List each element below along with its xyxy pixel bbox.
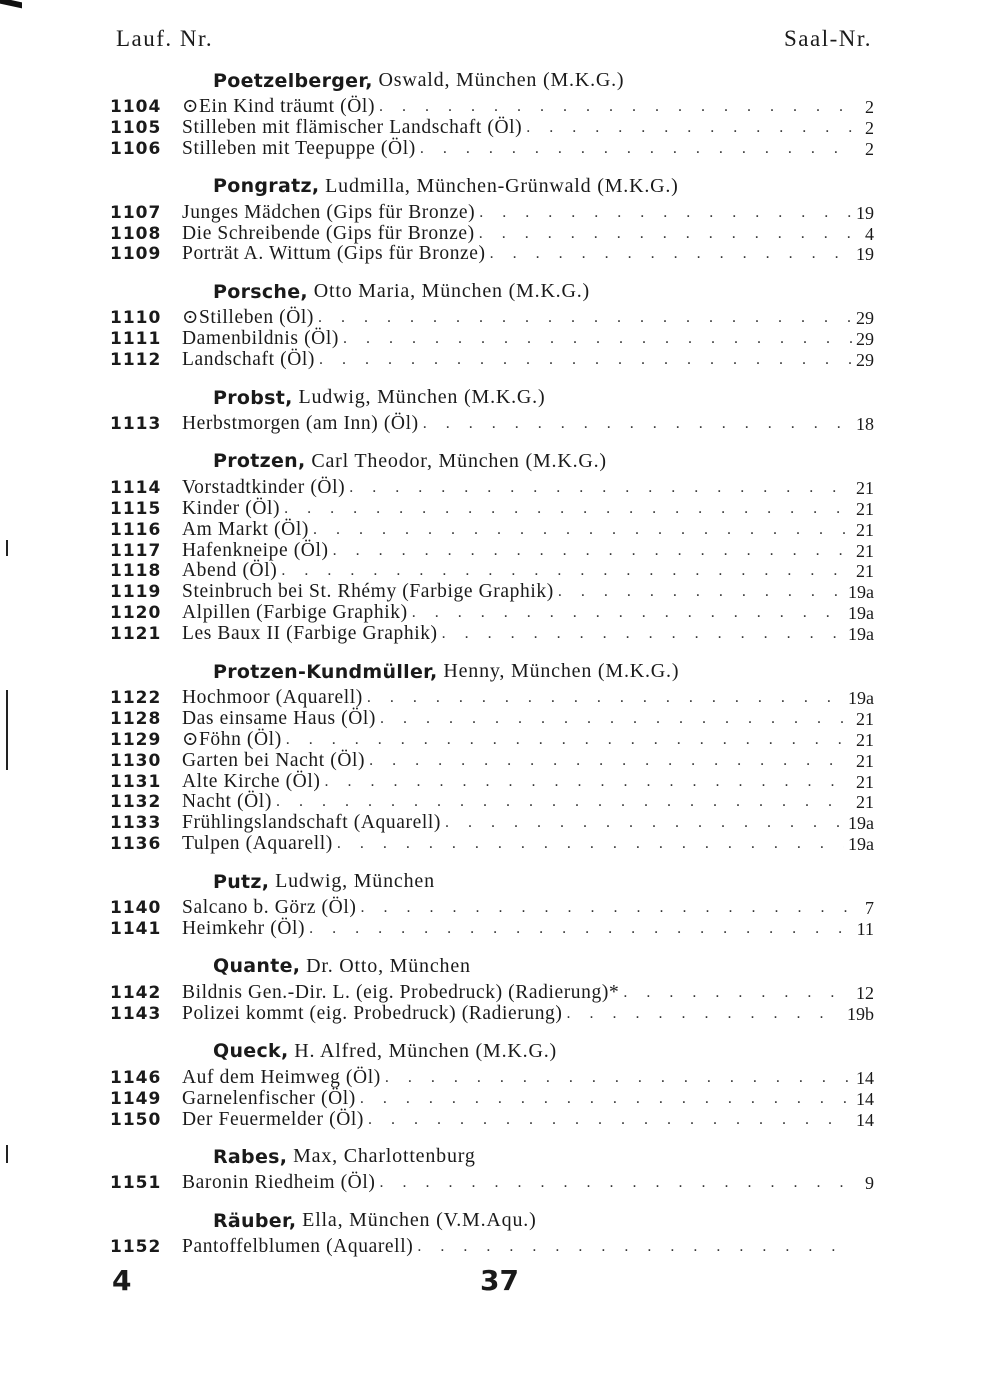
saal-number: 19a (848, 624, 874, 645)
entry-number: 1143 (110, 1003, 162, 1024)
entry-number: 1142 (110, 982, 162, 1003)
dot-leader (445, 813, 844, 834)
entry-title: ⊙Stilleben (Öl) (182, 307, 315, 329)
saal-number: 21 (856, 498, 874, 519)
catalog-entry (110, 203, 874, 224)
saal-nr-label: Saal-Nr. (783, 26, 872, 51)
dot-leader (526, 118, 854, 139)
saal-number: 21 (856, 750, 874, 771)
catalog-entry (110, 709, 874, 730)
dot-leader (276, 792, 852, 813)
artist-heading (110, 865, 874, 898)
scan-margin-mark (6, 690, 8, 770)
catalog-entry (110, 582, 874, 603)
catalog-entry (110, 329, 874, 350)
catalog-entry (110, 350, 874, 371)
entry-title: Bildnis Gen.-Dir. L. (eig. Probedruck) (Radierung)* (182, 981, 620, 1003)
dot-leader (360, 1089, 852, 1110)
catalog-entry (110, 414, 874, 435)
artist-details: H. Alfred, München (M.K.G.) (288, 1039, 557, 1062)
entry-number: 1128 (110, 708, 162, 729)
artist-heading (110, 64, 874, 97)
saal-number: 19 (856, 202, 874, 223)
entry-number: 1133 (110, 813, 162, 834)
entry-title: ⊙Föhn (Öl) (182, 728, 282, 750)
saal-number: 2 (865, 117, 874, 138)
entry-number: 1108 (110, 223, 162, 244)
entry-number: 1122 (110, 688, 162, 709)
entry-number: 1110 (110, 308, 162, 329)
catalog-entry (110, 499, 874, 520)
entry-number: 1119 (110, 582, 162, 603)
artist-heading (110, 381, 874, 414)
catalog-entry (110, 224, 874, 245)
dot-leader (318, 308, 852, 329)
catalog-entry (110, 97, 874, 118)
entry-title: Die Schreibende (Gips für Bronze) (182, 222, 475, 244)
entry-title: Der Feuermelder (Öl) (182, 1108, 365, 1130)
artist-details: Ludmilla, München-Grünwald (M.K.G.) (319, 174, 679, 197)
entry-number: 1115 (110, 498, 162, 519)
catalog-entry (110, 541, 874, 562)
catalog-entry (110, 688, 874, 709)
entry-title: Heimkehr (Öl) (182, 918, 306, 940)
catalog-entry (110, 603, 874, 624)
entry-number: 1116 (110, 519, 162, 540)
dot-leader (623, 983, 852, 1004)
dot-leader (412, 603, 844, 624)
artist-name: Pongratz, (213, 175, 320, 198)
artist-details: Max, Charlottenburg (287, 1145, 476, 1168)
dot-leader (337, 834, 844, 855)
entry-number: 1109 (110, 244, 162, 265)
artist-name: Poetzelberger, (213, 69, 373, 92)
entry-title: Garten bei Nacht (Öl) (182, 749, 366, 771)
entry-title: Kinder (Öl) (182, 497, 281, 519)
saal-number: 2 (865, 97, 874, 117)
entry-title: Stilleben mit Teepuppe (Öl) (182, 137, 416, 159)
catalog-entry (110, 1110, 874, 1131)
signature-mark: 4 (112, 1264, 132, 1297)
entry-title: Herbstmorgen (am Inn) (Öl) (182, 413, 419, 435)
dot-leader (319, 350, 852, 371)
saal-number: 14 (856, 1088, 874, 1109)
entry-title: Porträt A. Wittum (Gips für Bronze) (182, 243, 486, 265)
artist-name: Probst, (213, 386, 293, 409)
entry-number: 1117 (110, 540, 162, 561)
entry-title: Baronin Riedheim (Öl) (182, 1172, 376, 1194)
entry-number: 1131 (110, 771, 162, 792)
entry-number: 1150 (110, 1109, 162, 1130)
entry-title: Das einsame Haus (Öl) (182, 707, 377, 729)
dot-leader (479, 224, 854, 245)
dot-leader (333, 541, 852, 562)
entry-title: Damenbildnis (Öl) (182, 328, 339, 350)
catalog-entry (110, 792, 874, 813)
dot-leader (367, 688, 844, 709)
entry-number: 1129 (110, 729, 162, 750)
catalog-entry (110, 898, 874, 919)
entry-number: 1120 (110, 603, 162, 624)
dot-leader (567, 1004, 843, 1025)
column-header (116, 26, 872, 56)
lauf-nr-label: Lauf. Nr. (116, 26, 214, 51)
entry-number: 1112 (110, 350, 162, 371)
artist-name: Quante, (213, 955, 301, 978)
artist-heading (110, 655, 874, 688)
artist-details: Ludwig, München (269, 870, 435, 893)
entry-title: Steinbruch bei St. Rhémy (Farbige Graphik) (182, 581, 554, 603)
saal-number: 21 (856, 708, 874, 729)
entry-title: Stilleben mit flämischer Landschaft (Öl) (182, 116, 523, 138)
entry-title: ⊙Ein Kind träumt (Öl) (182, 96, 376, 117)
entry-title: Abend (Öl) (182, 560, 278, 582)
artist-name: Protzen, (213, 450, 306, 473)
artist-heading (110, 950, 874, 983)
entry-number: 1130 (110, 750, 162, 771)
catalog-entry (110, 139, 874, 160)
entry-title: Salcano b. Görz (Öl) (182, 897, 357, 919)
artist-heading (110, 445, 874, 478)
entry-number: 1104 (110, 97, 162, 117)
dot-leader (490, 244, 852, 265)
saal-number: 19a (848, 582, 874, 603)
entry-title: Hafenkneipe (Öl) (182, 539, 329, 561)
dot-leader (379, 97, 854, 118)
saal-number: 21 (856, 477, 874, 498)
saal-number: 19a (848, 688, 874, 709)
entry-title: Garnelenfischer (Öl) (182, 1087, 356, 1109)
catalog-entry (110, 813, 874, 834)
catalog-list (110, 64, 874, 1258)
artist-details: Ella, München (V.M.Aqu.) (296, 1209, 537, 1232)
entry-title: Alte Kirche (Öl) (182, 770, 321, 792)
page-number: 37 (480, 1264, 519, 1297)
entry-title: Landschaft (Öl) (182, 349, 315, 371)
entry-title: Pantoffelblumen (Aquarell) (182, 1236, 414, 1258)
saal-number: 21 (856, 771, 874, 792)
entry-number: 1141 (110, 919, 162, 940)
artist-details: Dr. Otto, München (300, 954, 471, 977)
catalog-entry (110, 624, 874, 645)
catalog-entry (110, 1237, 874, 1258)
entry-number: 1136 (110, 834, 162, 855)
dot-leader (360, 898, 854, 919)
dot-leader (313, 520, 852, 541)
saal-number: 9 (865, 1173, 874, 1194)
entry-title: Auf dem Heimweg (Öl) (182, 1066, 381, 1088)
artist-heading (110, 1204, 874, 1237)
entry-number: 1151 (110, 1173, 162, 1194)
saal-number: 29 (856, 329, 874, 350)
entry-number: 1149 (110, 1088, 162, 1109)
entry-number: 1146 (110, 1067, 162, 1088)
catalog-entry (110, 772, 874, 793)
catalog-entry (110, 244, 874, 265)
dot-leader (420, 139, 854, 160)
dot-leader (479, 203, 852, 224)
dot-leader (442, 624, 844, 645)
dot-leader (284, 499, 852, 520)
artist-name: Protzen-Kundmüller, (213, 660, 438, 683)
saal-number: 19b (847, 1003, 874, 1024)
catalog-entry (110, 561, 874, 582)
dot-leader (368, 1110, 852, 1131)
saal-number: 12 (856, 982, 874, 1003)
entry-title: Junges Mädchen (Gips für Bronze) (182, 201, 476, 223)
artist-details: Oswald, München (M.K.G.) (372, 69, 625, 91)
catalog-entry (110, 308, 874, 329)
entry-number: 1121 (110, 624, 162, 645)
saal-number: 11 (856, 919, 874, 940)
entry-number: 1107 (110, 202, 162, 223)
entry-number: 1114 (110, 477, 162, 498)
dot-leader (309, 919, 853, 940)
artist-heading (110, 1140, 874, 1173)
artist-name: Putz, (213, 870, 270, 893)
dot-leader (380, 709, 852, 730)
artist-details: Ludwig, München (M.K.G.) (292, 386, 546, 409)
artist-details: Henny, München (M.K.G.) (437, 660, 680, 683)
entry-number: 1113 (110, 414, 162, 435)
page-footer (112, 1264, 880, 1304)
entry-title: Hochmoor (Aquarell) (182, 687, 363, 709)
dot-leader (417, 1237, 854, 1258)
dot-leader (286, 730, 852, 751)
artist-heading (110, 275, 874, 308)
catalog-entry (110, 1068, 874, 1089)
catalog-entry (110, 751, 874, 772)
dot-leader (343, 329, 852, 350)
scan-margin-mark (6, 540, 8, 556)
entry-number: 1132 (110, 792, 162, 813)
entry-title: Les Baux II (Farbige Graphik) (182, 623, 438, 645)
artist-name: Queck, (213, 1040, 289, 1063)
saal-number: 29 (856, 350, 874, 371)
catalog-entry (110, 1173, 874, 1194)
dot-leader (558, 582, 844, 603)
catalog-entry (110, 520, 874, 541)
dot-leader (423, 414, 852, 435)
saal-number: 21 (856, 561, 874, 582)
artist-heading (110, 170, 874, 203)
entry-number: 1105 (110, 117, 162, 138)
entry-title: Alpillen (Farbige Graphik) (182, 602, 408, 624)
catalog-entry (110, 983, 874, 1004)
dot-leader (349, 478, 852, 499)
entry-number: 1106 (110, 138, 162, 159)
entry-title: Nacht (Öl) (182, 791, 272, 813)
artist-details: Otto Maria, München (M.K.G.) (307, 280, 590, 303)
entry-title: Polizei kommt (eig. Probedruck) (Radierung) (182, 1002, 563, 1024)
dot-leader (324, 772, 852, 793)
entry-title: Frühlingslandschaft (Aquarell) (182, 812, 441, 834)
dot-leader (369, 751, 852, 772)
saal-number: 2 (865, 138, 874, 159)
saal-number: 7 (865, 898, 874, 919)
saal-number: 29 (856, 308, 874, 329)
artist-heading (110, 1035, 874, 1068)
saal-number: 21 (856, 729, 874, 750)
artist-name: Rabes, (213, 1145, 288, 1168)
artist-name: Porsche, (213, 280, 308, 303)
catalog-entry (110, 730, 874, 751)
saal-number: 19 (856, 244, 874, 265)
entry-number: 1152 (110, 1237, 162, 1258)
saal-number: 21 (856, 540, 874, 561)
scan-margin-mark (6, 1145, 8, 1163)
saal-number: 18 (856, 414, 874, 435)
entry-title: Am Markt (Öl) (182, 518, 309, 540)
catalog-entry (110, 1089, 874, 1110)
entry-number: 1111 (110, 329, 162, 350)
saal-number: 19a (848, 834, 874, 855)
dot-leader (385, 1068, 852, 1089)
catalog-entry (110, 118, 874, 139)
saal-number: 21 (856, 792, 874, 813)
saal-number: 19a (848, 603, 874, 624)
artist-details: Carl Theodor, München (M.K.G.) (305, 449, 607, 472)
entry-title: Tulpen (Aquarell) (182, 833, 333, 855)
entry-number: 1140 (110, 898, 162, 919)
catalog-entry (110, 919, 874, 940)
saal-number: 14 (856, 1067, 874, 1088)
scan-corner-mark (0, 0, 22, 8)
catalog-entry (110, 834, 874, 855)
catalog-entry (110, 1004, 874, 1025)
dot-leader (281, 561, 852, 582)
saal-number: 4 (865, 223, 874, 244)
catalog-entry (110, 478, 874, 499)
saal-number: 21 (856, 519, 874, 540)
saal-number: 19a (848, 813, 874, 834)
dot-leader (379, 1173, 854, 1194)
artist-name: Räuber, (213, 1209, 297, 1232)
entry-title: Vorstadtkinder (Öl) (182, 476, 346, 498)
entry-number: 1118 (110, 561, 162, 582)
saal-number: 14 (856, 1109, 874, 1130)
